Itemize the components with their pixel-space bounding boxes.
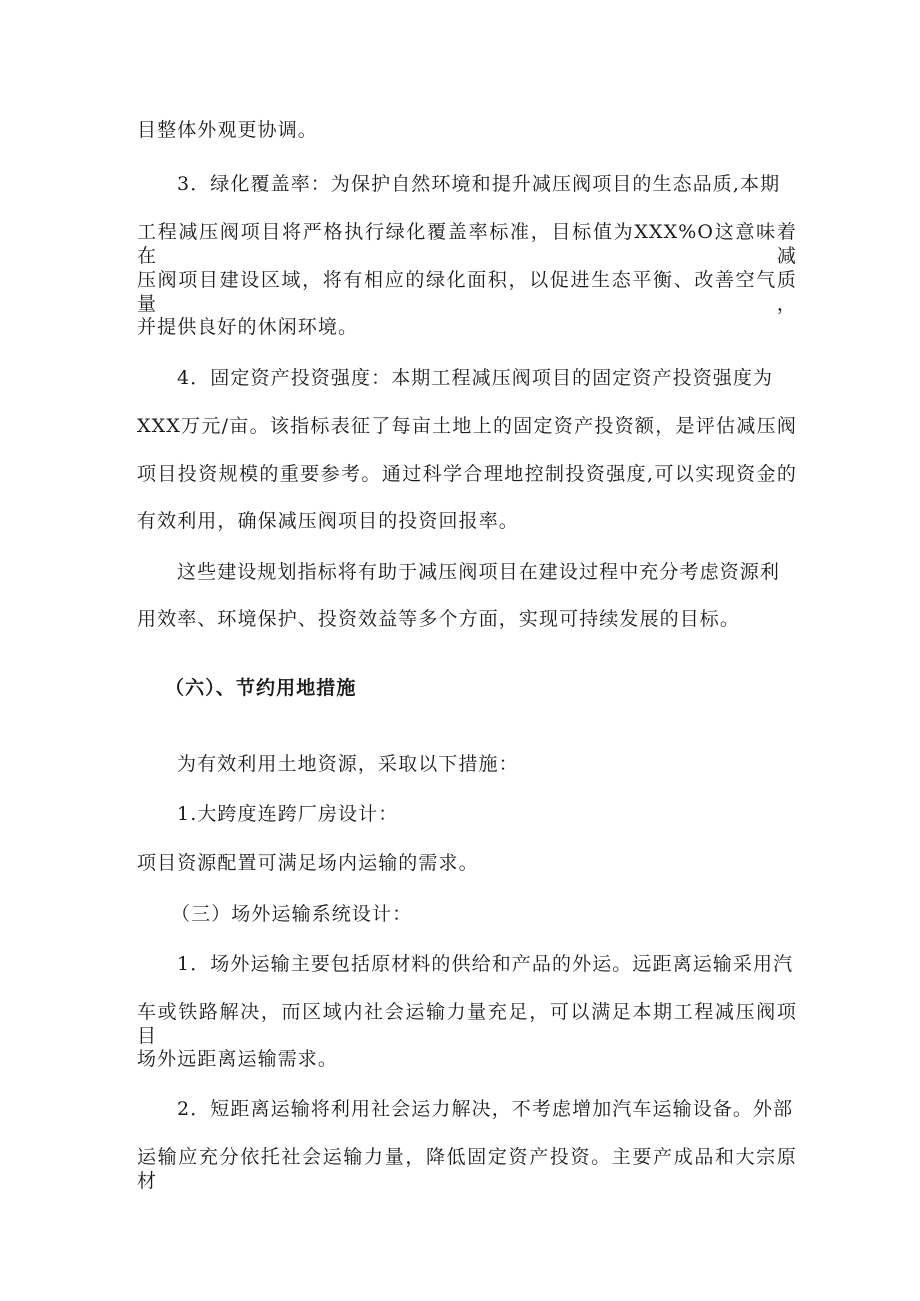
paragraph-line: XXX万元/亩。该指标表征了每亩土地上的固定资产投资额，是评估减压阀 bbox=[137, 415, 797, 437]
paragraph-line: 1．场外运输主要包括原材料的供给和产品的外运。远距离运输采用汽 bbox=[177, 953, 794, 975]
paragraph-line: 用效率、环境保护、投资效益等多个方面，实现可持续发展的目标。 bbox=[137, 608, 741, 630]
paragraph-line: 这些建设规划指标将有助于减压阀项目在建设过程中充分考虑资源利 bbox=[177, 561, 781, 583]
paragraph-line: 并提供良好的休闲环境。 bbox=[137, 316, 359, 338]
paragraph-line: 场外远距离运输需求。 bbox=[137, 1048, 339, 1070]
paragraph-line: 4．固定资产投资强度：本期工程减压阀项目的固定资产投资强度为 bbox=[177, 367, 774, 389]
paragraph-line: 1.大跨度连跨厂房设计： bbox=[177, 803, 399, 825]
section-heading: （六）、节约用地措施 bbox=[165, 677, 357, 699]
paragraph-line: 有效利用，确保减压阀项目的投资回报率。 bbox=[137, 510, 519, 532]
subsection-heading: （三）场外运输系统设计： bbox=[171, 903, 413, 925]
paragraph-line: 工程减压阀项目将严格执行绿化覆盖率标准，目标值为XXX%O这意味着在减 bbox=[137, 221, 797, 267]
paragraph-line: 项目投资规模的重要参考。通过科学合理地控制投资强度,可以实现资金的 bbox=[137, 463, 797, 485]
paragraph-line: 车或铁路解决，而区域内社会运输力量充足，可以满足本期工程减压阀项目 bbox=[137, 1001, 797, 1047]
paragraph-line: 为有效利用土地资源，采取以下措施： bbox=[177, 753, 519, 775]
paragraph-line: 项目资源配置可满足场内运输的需求。 bbox=[137, 852, 479, 874]
paragraph-line: 运输应充分依托社会运输力量，降低固定资产投资。主要产成品和大宗原材 bbox=[137, 1146, 797, 1192]
paragraph-line: 压阀项目建设区域，将有相应的绿化面积，以促进生态平衡、改善空气质量， bbox=[137, 269, 797, 315]
paragraph-line: 2．短距离运输将利用社会运力解决，不考虑增加汽车运输设备。外部 bbox=[177, 1098, 794, 1120]
paragraph-line: 目整体外观更协调。 bbox=[137, 119, 318, 141]
paragraph-line: 3．绿化覆盖率：为保护自然环境和提升减压阀项目的生态品质,本期 bbox=[177, 173, 781, 195]
